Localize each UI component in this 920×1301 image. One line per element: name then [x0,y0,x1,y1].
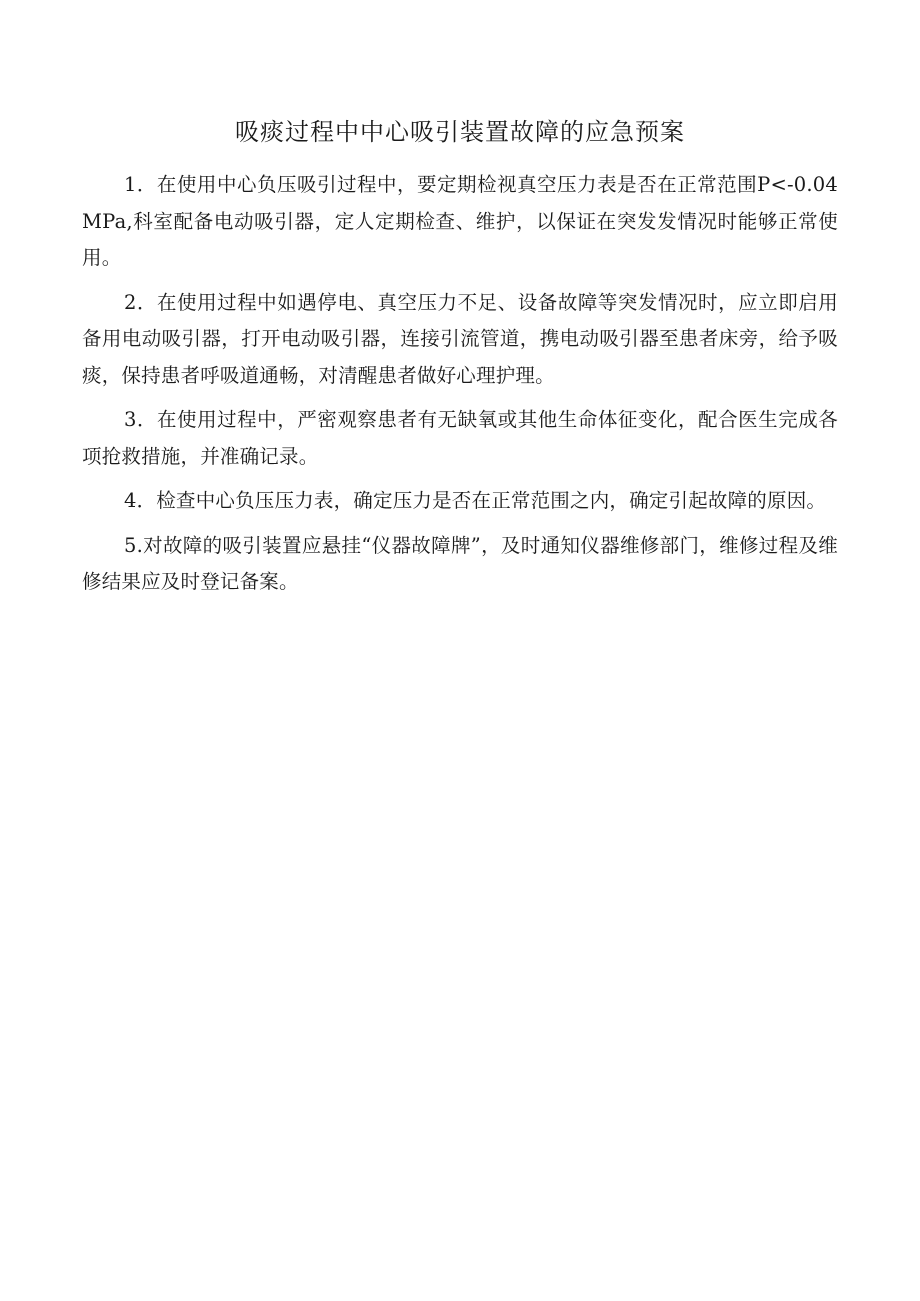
paragraph-3: 3．在使用过程中，严密观察患者有无缺氧或其他生命体征变化，配合医生完成各项抢救措施，并准确记录。 [82,408,838,468]
paragraph-1: 1．在使用中心负压吸引过程中，要定期检视真空压力表是否在正常范围P<-0.04MPa,科室配备电动吸引器，定人定期检查、维护，以保证在突发发情况时能够正常使用。 [82,173,838,269]
document-title: 吸痰过程中中心吸引装置故障的应急预案 [235,118,685,146]
paragraph-5: 5.对故障的吸引装置应悬挂“仪器故障牌”，及时通知仪器维修部门，维修过程及维修结果应及时登记备案。 [82,533,838,593]
paragraph-2: 2．在使用过程中如遇停电、真空压力不足、设备故障等突发情况时，应立即启用备用电动吸引器，打开电动吸引器，连接引流管道，携电动吸引器至患者床旁，给予吸痰，保持患者呼吸道通畅，对清醒患者做好心理护理。 [82,290,838,387]
paragraph-4: 4．检查中心负压压力表，确定压力是否在正常范围之内，确定引起故障的原因。 [124,489,827,512]
document-body [82,167,838,609]
